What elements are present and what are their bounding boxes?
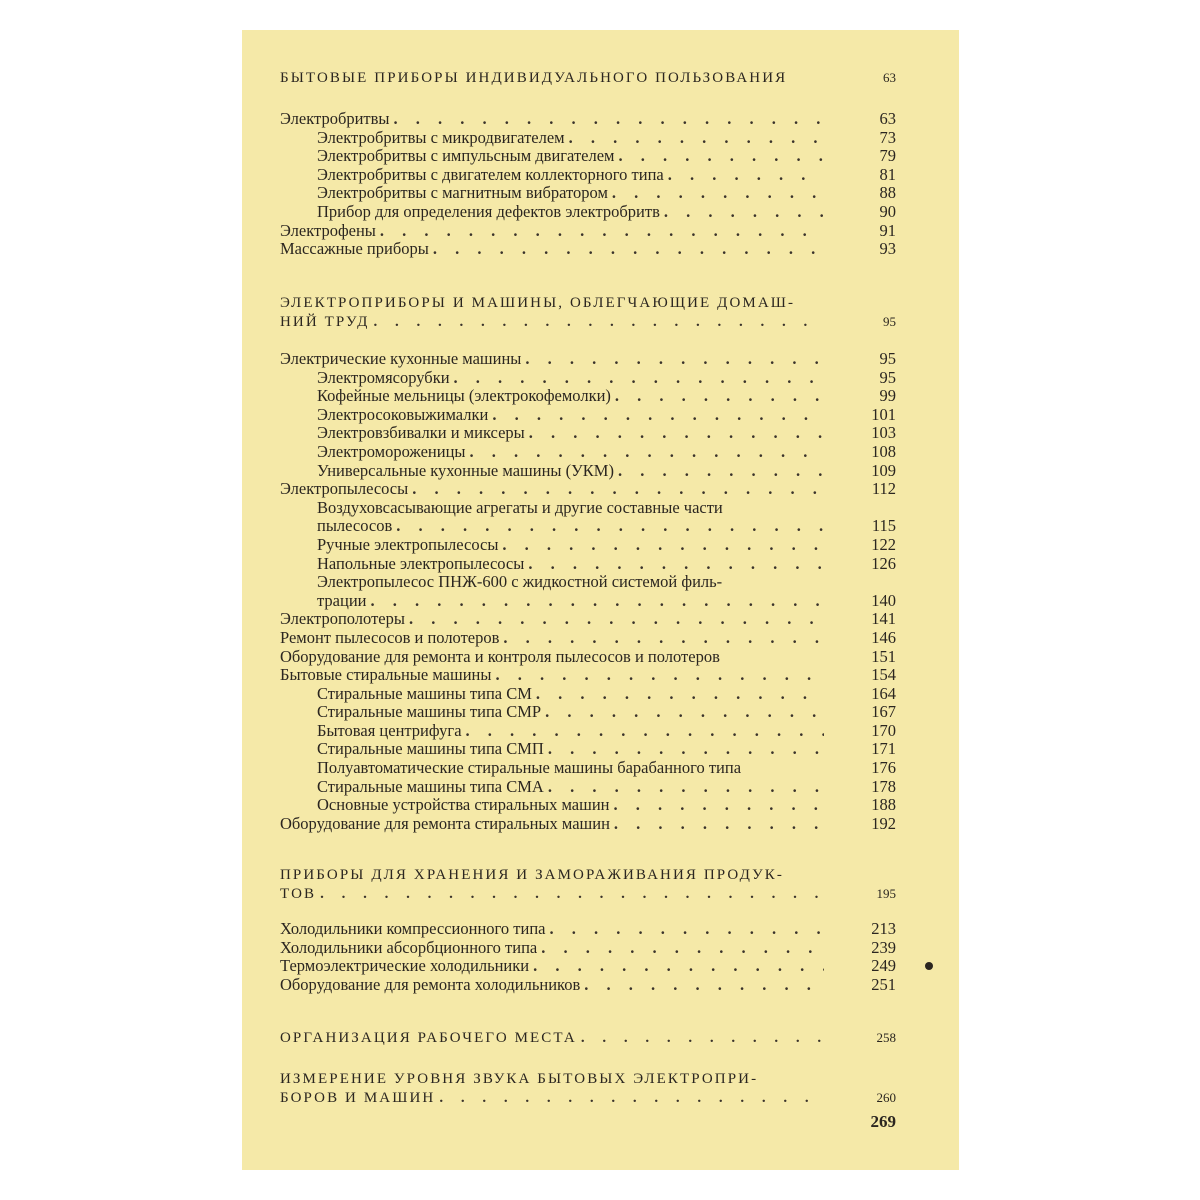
toc-entry: Универсальные кухонные машины (УКМ) . . . 109 [280, 462, 896, 481]
toc-entry: Электропылесосы . . . 112 [280, 480, 896, 499]
section-page: 260 [876, 1089, 896, 1105]
section-heading: ИЗМЕРЕНИЕ УРОВНЯ ЗВУКА БЫТОВЫХ ЭЛЕКТРОПРИ- БОРОВ И МАШИН . . . 260 [280, 1070, 896, 1107]
toc-entry: Бытовая центрифуга . . . 170 [280, 722, 896, 741]
toc-entry: Электромороженицы . . . 108 [280, 443, 896, 462]
toc-entry: Электробритвы с микродвигателем . . . 73 [280, 129, 896, 148]
section-page: 195 [876, 885, 896, 901]
section-heading: ЭЛЕКТРОПРИБОРЫ И МАШИНЫ, ОБЛЕГЧАЮЩИЕ ДОМАШ- НИЙ ТРУД . . . 95 [280, 294, 896, 331]
page-number: 269 [870, 1112, 896, 1131]
toc-entry: Воздуховсасывающие агрегаты и другие составные части [317, 497, 723, 517]
section-page: 258 [876, 1030, 896, 1045]
toc-entry: Оборудование для ремонта и контроля пылесосов и полотеров 151 [280, 646, 896, 666]
ink-speck [925, 962, 933, 970]
section-heading: БЫТОВЫЕ ПРИБОРЫ ИНДИВИДУАЛЬНОГО ПОЛЬЗОВАНИЯ 63 [280, 70, 896, 86]
toc-entry: Массажные приборы . . . 93 [280, 240, 896, 259]
toc-entry: Электросоковыжималки . . . 101 [280, 406, 896, 425]
toc-entry: Холодильники абсорбционного типа . . . 239 [280, 939, 896, 958]
section-heading: ОРГАНИЗАЦИЯ РАБОЧЕГО МЕСТА . . . 258 [280, 1029, 896, 1048]
toc-entry: Полуавтоматические стиральные машины барабанного типа 176 [317, 758, 896, 778]
toc-entry: Бытовые стиральные машины . . . 154 [280, 666, 896, 685]
toc-entry: Электрофены . . . 91 [280, 222, 896, 241]
section-page: 63 [883, 70, 896, 85]
toc-entry: Оборудование для ремонта холодильников . . . 251 [280, 976, 896, 995]
toc-entry: Электропылесос ПНЖ-600 с жидкостной системой филь- [317, 572, 723, 592]
toc-entry: Ремонт пылесосов и полотеров . . . 146 [280, 629, 896, 648]
toc-entry: Оборудование для ремонта стиральных машин . . . 192 [280, 815, 896, 834]
toc-entry: Прибор для определения дефектов электробритв . . . 90 [280, 203, 896, 222]
toc-entry: Электробритвы с двигателем коллекторного типа . . . 81 [280, 166, 896, 185]
section-entries [280, 350, 896, 833]
toc-entry: Электробритвы . . . 63 [280, 110, 896, 129]
toc-entry: Ручные электропылесосы . . . 122 [280, 536, 896, 555]
toc-entry-continued: трации . . . 140 [280, 592, 896, 611]
toc-entry: Холодильники компрессионного типа . . . 213 [280, 920, 896, 939]
toc-entry: Электровзбивалки и миксеры . . . 103 [280, 424, 896, 443]
section-heading: ПРИБОРЫ ДЛЯ ХРАНЕНИЯ И ЗАМОРАЖИВАНИЯ ПРОДУК- ТОВ . . . 195 [280, 866, 896, 903]
toc-entry: Стиральные машины типа СМ . . . 164 [280, 685, 896, 704]
toc-entry: Электрополотеры . . . 141 [280, 610, 896, 629]
toc-entry: Электробритвы с импульсным двигателем . . . 79 [280, 147, 896, 166]
toc-entry: Стиральные машины типа СМП . . . 171 [280, 740, 896, 759]
section-entries [280, 920, 896, 994]
toc-entry: Напольные электропылесосы . . . 126 [280, 555, 896, 574]
toc-entry: Кофейные мельницы (электрокофемолки) . . . 99 [280, 387, 896, 406]
book-page [242, 30, 959, 1170]
toc-entry: Электромясорубки . . . 95 [280, 369, 896, 388]
toc-entry: Стиральные машины типа СМР . . . 167 [280, 703, 896, 722]
toc-entry: Электрические кухонные машины . . . 95 [280, 350, 896, 369]
section-entries [280, 110, 896, 259]
section-page: 95 [883, 313, 896, 329]
toc-entry: Электробритвы с магнитным вибратором . . . 88 [280, 184, 896, 203]
toc-entry-continued: пылесосов . . . 115 [280, 517, 896, 536]
toc-entry: Основные устройства стиральных машин . . . 188 [280, 796, 896, 815]
toc-entry: Термоэлектрические холодильники . . . 249 [280, 957, 896, 976]
toc-entry: Стиральные машины типа СМА . . . 178 [280, 778, 896, 797]
